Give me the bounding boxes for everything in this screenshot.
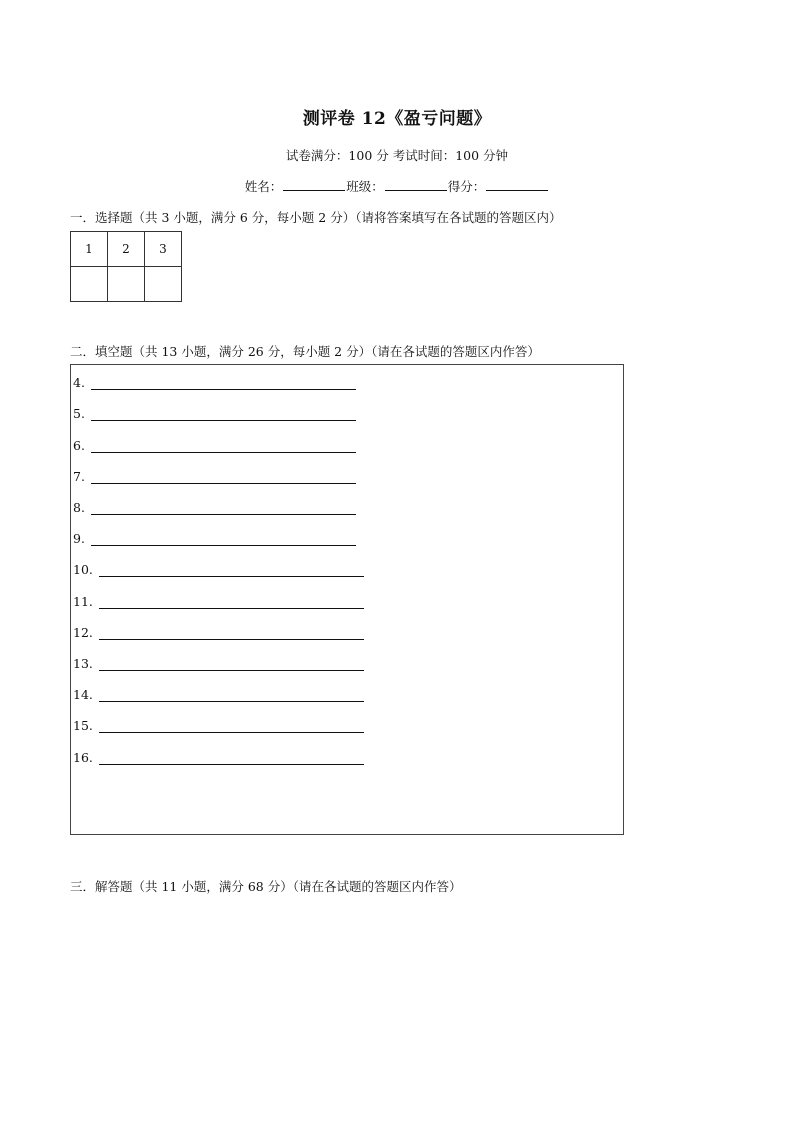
list-item [73, 750, 364, 765]
section-solve-heading: 三．解答题（共 11 小题，满分 68 分）（请在各试题的答题区内作答） [70, 879, 462, 894]
answer-line[interactable] [91, 471, 356, 484]
answer-line[interactable] [99, 658, 364, 671]
question-number-cell: 2 [108, 232, 145, 267]
class-label: 班级： [346, 179, 384, 194]
item-number: 11. [73, 594, 93, 609]
list-item [73, 625, 364, 640]
answer-line[interactable] [99, 596, 364, 609]
item-number: 10. [73, 562, 93, 577]
item-number: 7. [73, 469, 85, 484]
section-fill-heading: 二．填空题（共 13 小题，满分 26 分，每小题 2 分）（请在各试题的答题区内作答） [70, 344, 540, 359]
answer-line[interactable] [99, 720, 364, 733]
item-number: 12. [73, 625, 93, 640]
answer-line[interactable] [91, 377, 356, 390]
fill-answer-box [70, 364, 624, 835]
question-number-cell: 1 [71, 232, 108, 267]
item-number: 8. [73, 500, 85, 515]
exam-meta: 试卷满分：100 分 考试时间：100 分钟 [285, 148, 509, 163]
answer-line[interactable] [91, 533, 356, 546]
answer-line[interactable] [99, 689, 364, 702]
item-number: 13. [73, 656, 93, 671]
item-number: 4. [73, 375, 85, 390]
answer-line[interactable] [91, 408, 356, 421]
list-item [73, 500, 356, 515]
class-blank[interactable] [385, 177, 447, 191]
answer-line[interactable] [99, 564, 364, 577]
list-item [73, 718, 364, 733]
name-label: 姓名： [244, 179, 283, 194]
table-row [71, 267, 182, 302]
choice-answer-table [70, 231, 182, 302]
list-item [73, 687, 364, 702]
item-number: 15. [73, 718, 93, 733]
name-blank[interactable] [283, 177, 345, 191]
item-number: 5. [73, 406, 85, 421]
list-item [73, 656, 364, 671]
answer-line[interactable] [91, 440, 356, 453]
list-item [73, 438, 356, 453]
item-number: 16. [73, 750, 93, 765]
table-row [71, 232, 182, 267]
list-item [73, 531, 356, 546]
answer-line[interactable] [91, 502, 356, 515]
page-title: 测评卷 12《盈亏问题》 [302, 109, 492, 129]
answer-line[interactable] [99, 752, 364, 765]
answer-cell[interactable] [108, 267, 145, 302]
question-number-cell: 3 [145, 232, 182, 267]
item-number: 6. [73, 438, 85, 453]
score-label: 得分： [447, 179, 486, 194]
list-item [73, 594, 364, 609]
item-number: 14. [73, 687, 93, 702]
list-item [73, 406, 356, 421]
list-item [73, 375, 356, 390]
answer-cell[interactable] [145, 267, 182, 302]
score-blank[interactable] [486, 177, 548, 191]
answer-line[interactable] [99, 627, 364, 640]
section-choice-heading: 一．选择题（共 3 小题，满分 6 分，每小题 2 分）（请将答案填写在各试题的答题区内） [70, 210, 562, 225]
student-info [0, 177, 794, 195]
item-number: 9. [73, 531, 85, 546]
list-item [73, 562, 364, 577]
answer-cell[interactable] [71, 267, 108, 302]
list-item [73, 469, 356, 484]
